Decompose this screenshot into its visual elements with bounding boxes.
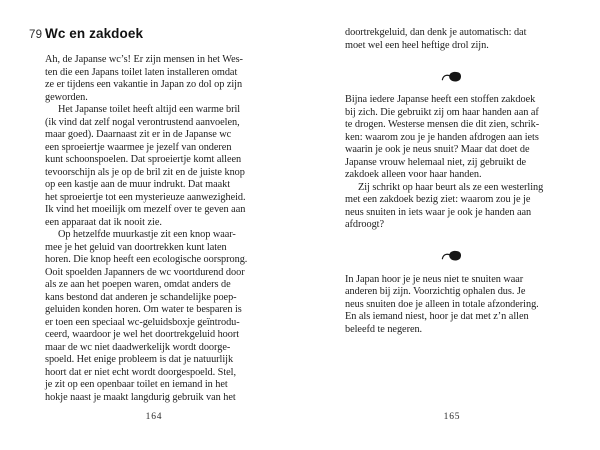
text-line: anderen bij zijn. Voorzichtig ophalen dus. Je [345,286,526,297]
bird-ornament-icon [441,70,463,83]
right-page [345,27,559,336]
text-line: neus snuiten doe je alleen in totale afzondering. [345,298,539,310]
text-line: spoeld. Het enige probleem is dat je natuurlijk [45,354,234,365]
left-page-body [45,54,263,404]
right-page-body [345,27,559,336]
text-line: geworden. [45,91,88,103]
text-line: op een kastje aan de muur indrukt. Dat maakt [45,179,231,190]
page-number-right: 165 [443,412,461,422]
text-line: beleefd te negeren. [345,323,423,335]
text-line: kans bestond dat anderen je schandelijke poep- [45,291,237,303]
text-line: geluiden konden horen. Om water te besparen is [45,304,242,315]
paragraph [345,94,559,182]
text-line: Japanse vrouw helemaal niet, zij gebruikt de [345,156,527,168]
chapter-title: Wc en zakdoek [45,26,144,41]
text-line: Op hetzelfde muurkastje zit een knop waar- [58,229,236,240]
text-line: ten die een Japans toilet laten installeren omdat [45,66,238,78]
paragraph [45,54,263,104]
chapter-number: 79 [29,29,43,41]
text-line: mee je het geluid van doortrekken kunt laten [45,241,227,253]
text-line: Zij schrikt op haar beurt als ze een westerling [358,181,544,193]
text-line: hoort dat er niet echt wordt doorgespoeld. Stel, [45,366,237,378]
text-line: ceerd, waardoor je wel het doortrekgeluid hoort [45,329,240,340]
section-break [345,69,559,83]
text-line: horen. Die knop heeft een ecologische oorsprong. [45,254,248,265]
text-line: je zit op een openbaar toilet en iemand in het [45,379,228,390]
text-line: maar de wc niet daadwerkelijk wordt doorge- [45,341,231,353]
paragraph [345,182,559,232]
paragraph [345,274,559,337]
text-line: afdroogt? [345,219,385,230]
text-line: neus snuiten in iets waar je ook je handen aan [345,206,532,218]
text-line: ken: waarom zou je je handen afdrogen aan iets [345,131,539,143]
page-number-left: 164 [145,412,163,422]
text-line: te drogen. Westerse mensen die dit zien, schrik- [345,119,540,130]
paragraph [45,229,263,404]
text-line: ze er tijdens een vakantie in Japan zo dol op zijn [45,79,243,90]
text-line: het sproeiertje tot een mysterieuze aanwezigheid. [45,191,246,203]
paragraph [345,27,559,52]
text-line: hokje naast je maakt langdurig gebruik van het [45,391,236,403]
text-line: waarin je ook je neus snuit? Maar dat doet de [345,144,530,155]
text-line: er toen een speciaal wc-geluidsboxje geïntrodu- [45,316,240,328]
left-page [29,26,263,404]
text-line: als ze aan het poepen waren, omdat anders de [45,279,231,290]
text-line: Ik vind het moeilijk om mezelf over te geven aan [45,204,246,215]
text-line: bij zich. Die gebruikt zij om haar handen aan af [345,106,539,118]
text-line: Ooit spoelden Japanners de wc voortdurend door [45,266,245,278]
bird-ornament-icon [441,249,463,262]
chapter-header [29,26,263,41]
text-line: (ik vind dat zelf nogal verontrustend aanvoelen, [45,116,240,128]
text-line: Ah, de Japanse wc’s! Er zijn mensen in het Wes- [45,54,243,65]
text-line: Het Japanse toilet heeft altijd een warme bril [58,104,241,115]
text-line: moet wel een heel heftige drol zijn. [345,39,489,51]
text-line: zakdoek alleen voor haar handen. [345,169,482,180]
section-break [345,249,559,263]
text-line: tevoorschijn als je op de bril zit en de juiste knop [45,166,245,178]
paragraph [45,104,263,229]
text-line: maar goed). Daarnaast zit er in de Japanse wc [45,129,232,140]
text-line: Bijna iedere Japanse heeft een stoffen zakdoek [345,94,536,105]
text-line: kunt schoonspoelen. Dat sproeiertje komt alleen [45,154,242,165]
text-line: een apparaat dat ik nooit zie. [45,216,162,228]
text-line: een sproeiertje waarmee je jezelf van onderen [45,141,232,153]
text-line: met een zakdoek bezig ziet: waarom zou je je [345,194,531,205]
text-line: In Japan hoor je je neus niet te snuiten waar [345,273,524,285]
text-line: En als iemand niest, hoor je dat met z’n allen [345,311,529,322]
text-line: doortrekgeluid, dan denk je automatisch: dat [345,27,527,38]
